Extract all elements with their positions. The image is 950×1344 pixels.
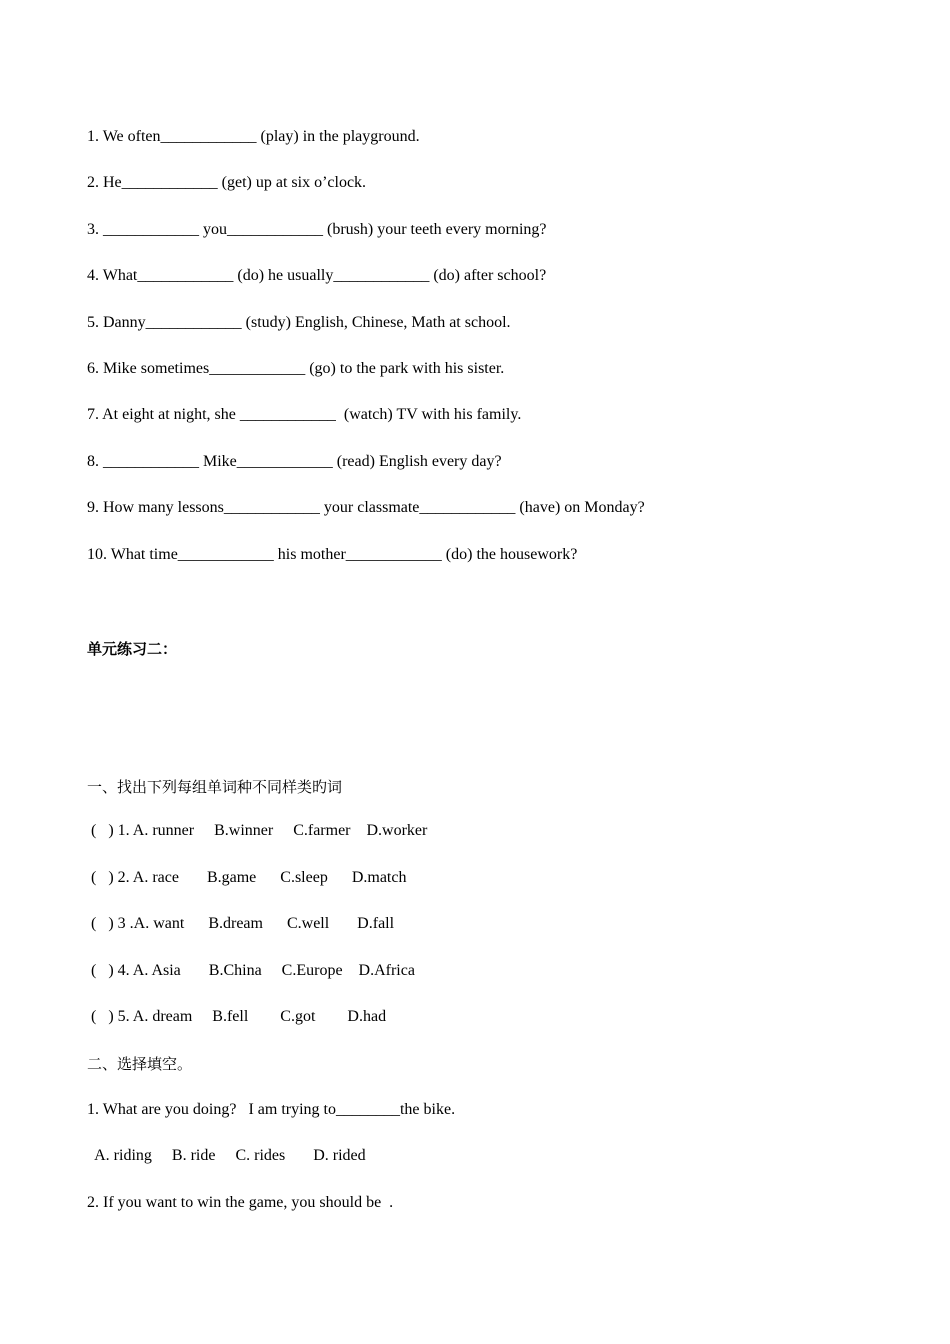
exercise-item-8: 8. ____________ Mike____________ (read) English every day? bbox=[87, 453, 502, 470]
choice-item-2: ( ) 2. A. race B.game C.sleep D.match bbox=[87, 869, 407, 886]
question-1: 1. What are you doing? I am trying to________the bike. bbox=[87, 1101, 456, 1118]
exercise-item-5: 5. Danny____________ (study) English, Chinese, Math at school. bbox=[87, 314, 511, 331]
exercise-item-10: 10. What time____________ his mother____________ (do) the housework? bbox=[87, 546, 578, 563]
choice-item-4: ( ) 4. A. Asia B.China C.Europe D.Africa bbox=[87, 962, 415, 979]
exercise-item-7: 7. At eight at night, she ____________ (watch) TV with his family. bbox=[87, 406, 522, 423]
choice-item-5: ( ) 5. A. dream B.fell C.got D.had bbox=[87, 1008, 387, 1025]
exercise-item-9: 9. How many lessons____________ your classmate____________ (have) on Monday? bbox=[87, 499, 645, 516]
section-heading-2: 二、选择填空。 bbox=[87, 1055, 193, 1073]
section-heading-1: 一、找出下列每组单词种不同样类旳词 bbox=[87, 778, 343, 796]
exercise-item-6: 6. Mike sometimes____________ (go) to the park with his sister. bbox=[87, 360, 505, 377]
question-1-options: A. riding B. ride C. rides D. rided bbox=[87, 1147, 366, 1164]
exercise-item-2: 2. He____________ (get) up at six o’clock. bbox=[87, 174, 367, 191]
exercise-item-1: 1. We often____________ (play) in the playground. bbox=[87, 128, 420, 145]
choice-item-1: ( ) 1. A. runner B.winner C.farmer D.worker bbox=[87, 822, 428, 839]
exercise-item-3: 3. ____________ you____________ (brush) your teeth every morning? bbox=[87, 221, 547, 238]
exercise-item-4: 4. What____________ (do) he usually____________ (do) after school? bbox=[87, 267, 547, 284]
question-2: 2. If you want to win the game, you should be . bbox=[87, 1194, 394, 1211]
choice-item-3: ( ) 3 .A. want B.dream C.well D.fall bbox=[87, 915, 395, 932]
unit-heading: 单元练习二： bbox=[87, 640, 178, 658]
